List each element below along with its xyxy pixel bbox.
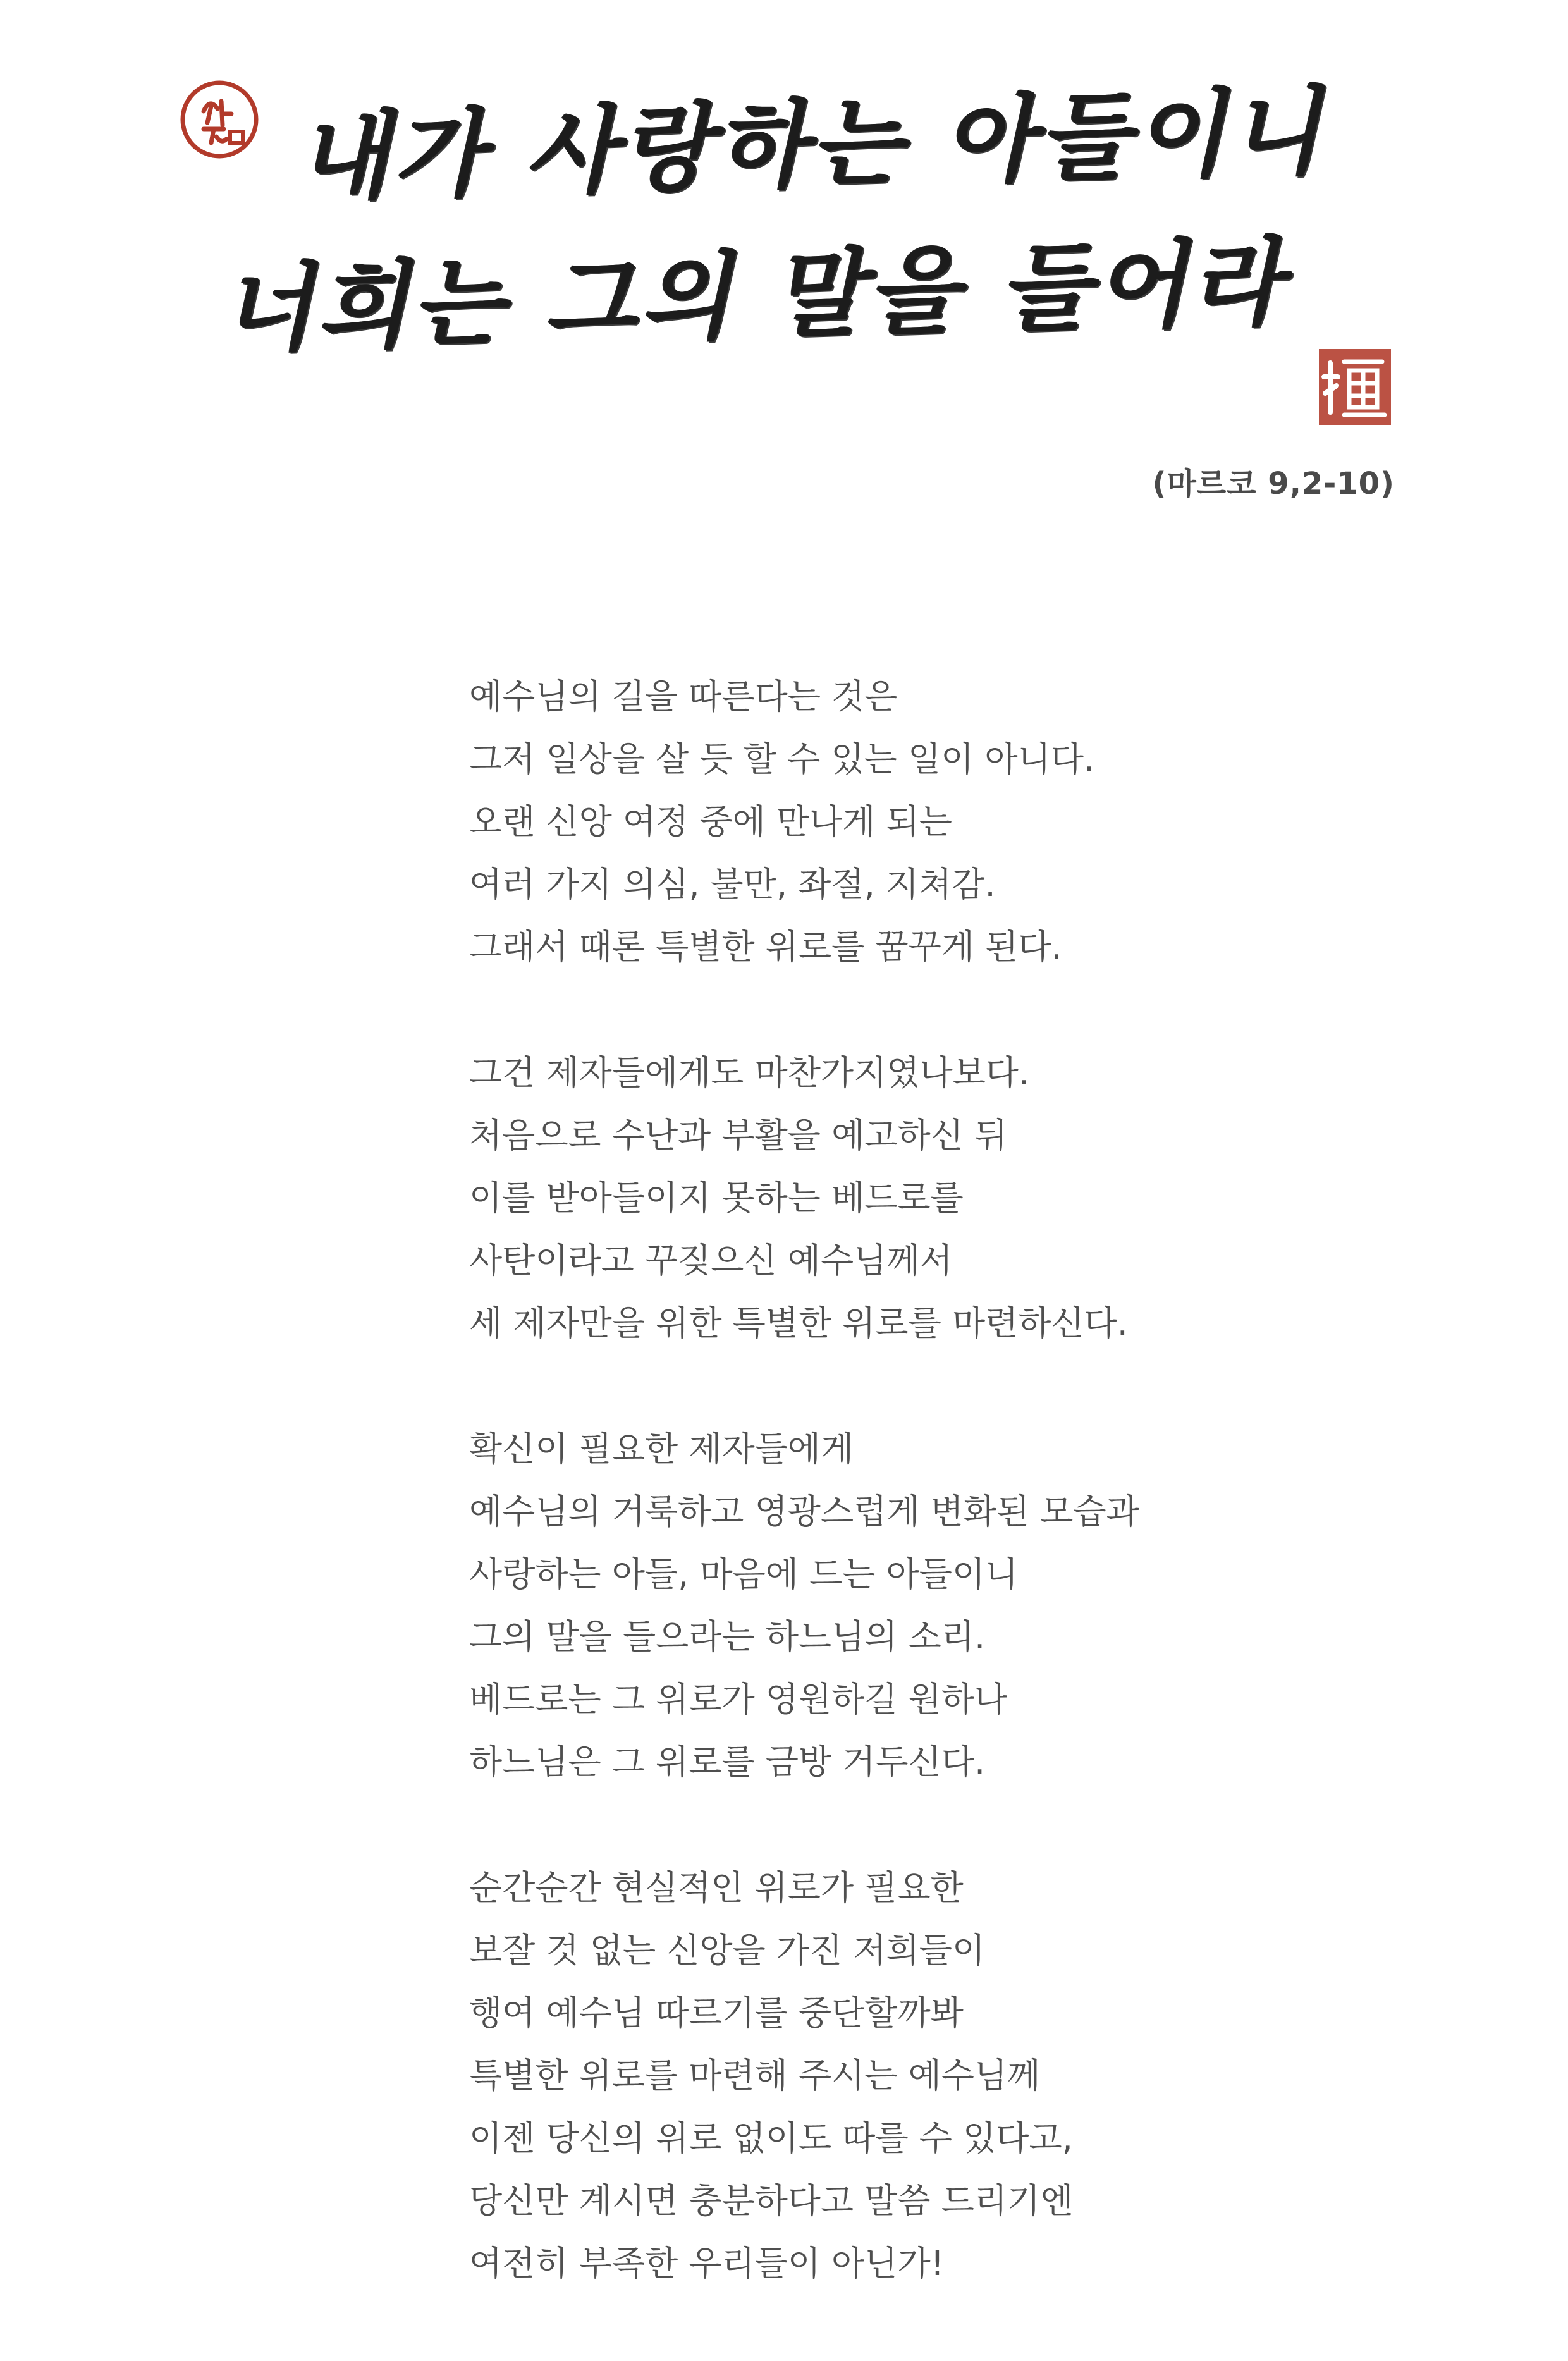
poem-line: 오랜 신앙 여정 중에 만나게 되는 (469, 802, 952, 842)
poem-line: 순간순간 현실적인 위로가 필요한 (469, 1868, 964, 1908)
stanza-3 (469, 1418, 1354, 1793)
poem-line: 사랑하는 아들, 마음에 드는 아들이니 (469, 1554, 1019, 1594)
poem-line: 사탄이라고 꾸짖으신 예수님께서 (469, 1241, 953, 1280)
poem-line: 그의 말을 들으라는 하느님의 소리. (469, 1617, 986, 1657)
poem-line: 여러 가지 의심, 불만, 좌절, 지쳐감. (469, 864, 996, 904)
poem-line: 처음으로 수난과 부활을 예고하신 뒤 (469, 1115, 1008, 1155)
poem-line: 예수님의 거룩하고 영광스럽게 변화된 모습과 (469, 1492, 1139, 1531)
stanza-1 (469, 665, 1354, 978)
poem-line: 행여 예수님 따르기를 중단할까봐 (469, 1993, 964, 2033)
title-line-2: 너희는 그의 말을 들어라 (219, 226, 1287, 365)
title-line-1: 내가 사랑하는 아들이니 (295, 75, 1326, 214)
stanza-2 (469, 1041, 1354, 1354)
calligraphy-title (0, 0, 1568, 501)
poem-line: 하느님은 그 위로를 금방 거두신다. (469, 1742, 986, 1782)
poem-line: 세 제자만을 위한 특별한 위로를 마련하신다. (469, 1303, 1128, 1343)
poem-line: 그래서 때론 특별한 위로를 꿈꾸게 된다. (469, 927, 1062, 967)
poem-body (469, 665, 1354, 2358)
scripture-reference: (마르코 9,2-10) (1152, 466, 1395, 501)
poem-line: 특별한 위로를 마련해 주시는 예수님께 (469, 2056, 1041, 2095)
poem-line: 이젠 당신의 위로 없이도 따를 수 있다고, (469, 2118, 1073, 2158)
poem-line: 여전히 부족한 우리들이 아닌가! (469, 2243, 945, 2283)
round-red-seal-icon (178, 78, 260, 161)
poem-line: 그저 일상을 살 듯 할 수 있는 일이 아니다. (469, 739, 1095, 779)
poem-line: 그건 제자들에게도 마찬가지였나보다. (469, 1053, 1030, 1093)
square-red-seal-icon (1316, 346, 1393, 427)
poem-line: 확신이 필요한 제자들에게 (469, 1429, 854, 1469)
poem-line: 이를 받아들이지 못하는 베드로를 (469, 1178, 964, 1218)
stanza-4 (469, 1856, 1354, 2295)
poem-line: 베드로는 그 위로가 영원하길 원하나 (469, 1679, 1008, 1719)
poem-line: 당신만 계시면 충분하다고 말씀 드리기엔 (469, 2181, 1074, 2221)
poem-line: 보잘 것 없는 신앙을 가진 저희들이 (469, 1930, 986, 1970)
poem-line: 예수님의 길을 따른다는 것은 (469, 677, 898, 716)
